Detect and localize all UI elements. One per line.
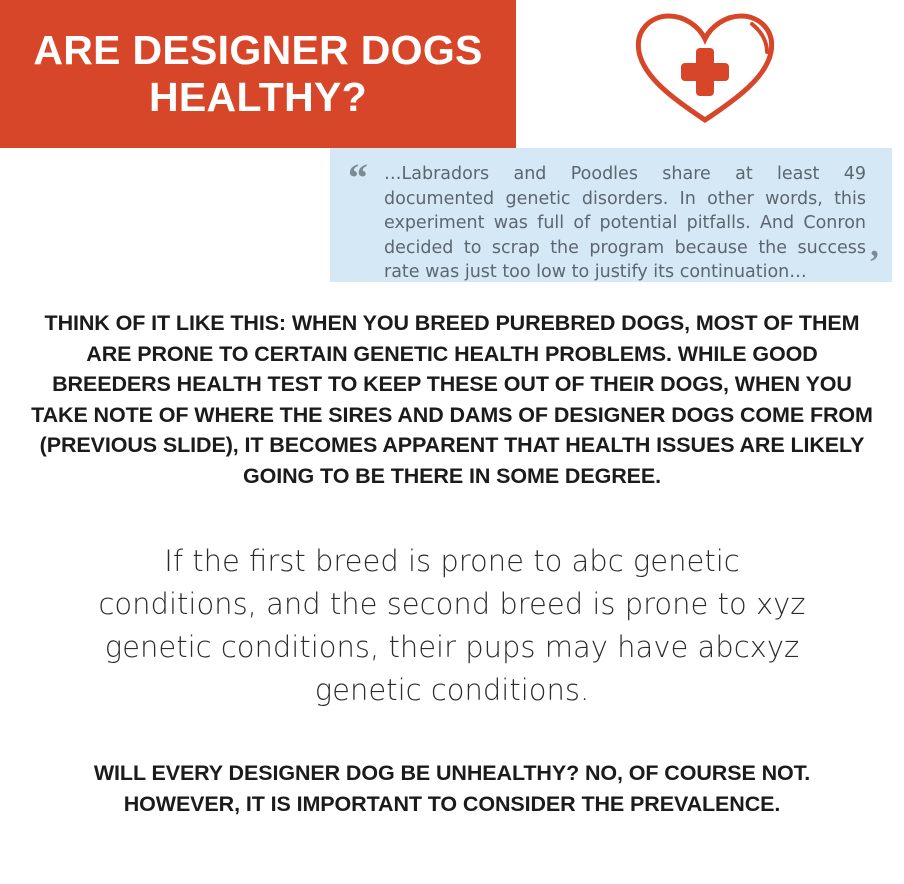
quote-open-icon: “: [348, 155, 368, 200]
quote-close-icon: ’: [868, 244, 880, 281]
page-title: ARE DESIGNER DOGS HEALTHY?: [33, 27, 483, 120]
body-paragraph-1: THINK OF IT LIKE THIS: WHEN YOU BREED PUREBRED DOGS, MOST OF THEM ARE PRONE TO CERTAIN GENETIC HEALTH PROBLEMS. WHILE GOOD BREEDERS HEALTH TEST TO KEEP THESE OUT OF THEIR DOGS, WHEN YOU TAKE NOTE OF WHERE THE SIRES AND DAMS OF DESIGNER DOGS COME FROM (PREVIOUS SLIDE), IT BECOMES APPARENT THAT HEALTH ISSUES ARE LIKELY GOING TO BE THERE IN SOME DEGREE.: [31, 311, 873, 488]
heart-medical-cross-icon: [620, 8, 790, 128]
title-band: [0, 0, 516, 148]
body-paragraph-2: If the first breed is prone to abc genetic conditions, and the second breed is prone to xyz genetic conditions, their pups may have abcxyz genetic conditions.: [98, 544, 806, 707]
body-paragraph-3: WILL EVERY DESIGNER DOG BE UNHEALTHY? NO, OF COURSE NOT. HOWEVER, IT IS IMPORTANT TO CONSIDER THE PREVALENCE.: [93, 761, 811, 816]
quote-callout: [330, 148, 892, 282]
quote-text: …Labradors and Poodles share at least 49 documented genetic disorders. In other words, this experiment was full of potential pitfalls. And Conron decided to scrap the program because the success rate was just too low to justify its continuation…: [384, 164, 866, 282]
